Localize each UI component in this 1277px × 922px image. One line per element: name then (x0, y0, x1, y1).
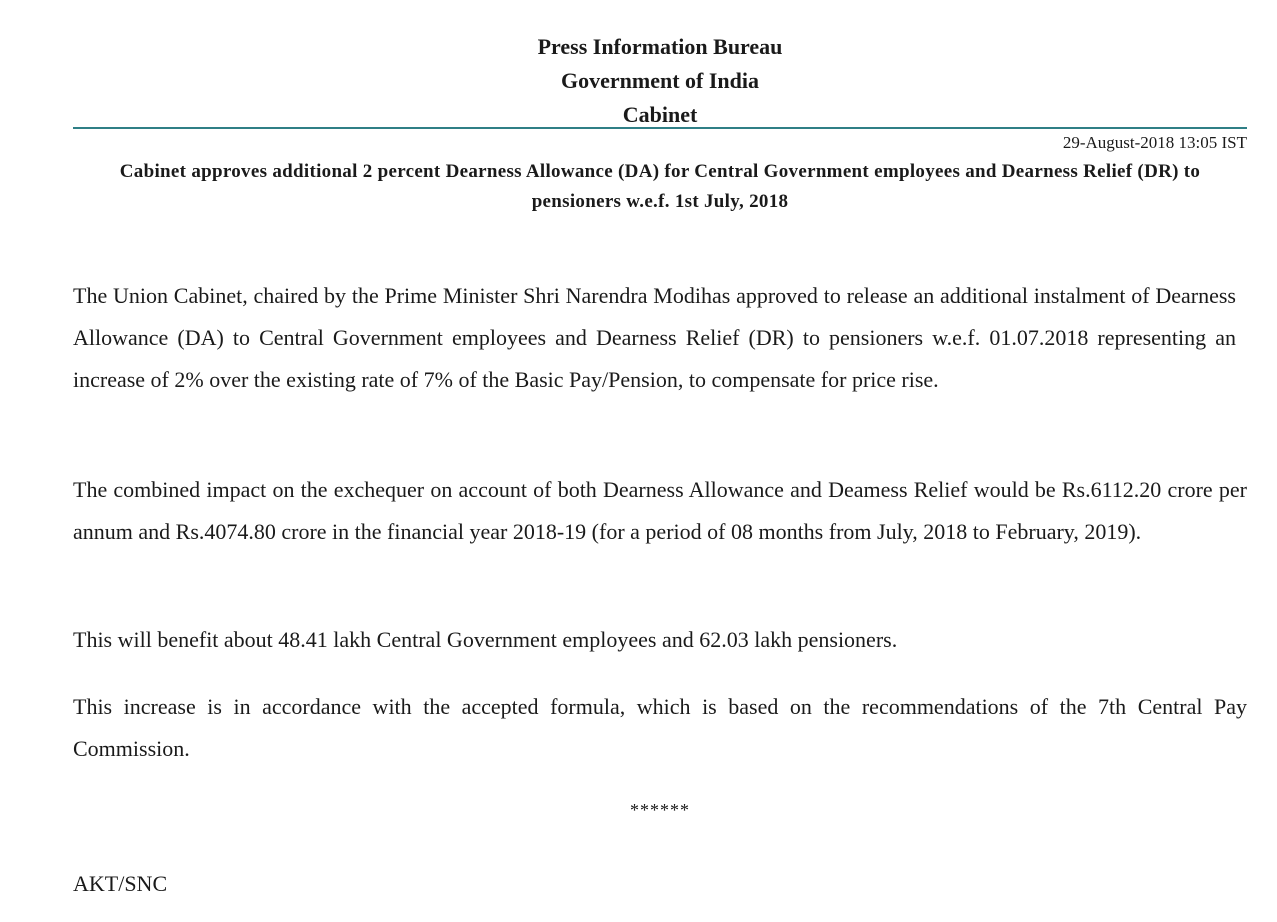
ministry-name: Cabinet (622, 102, 698, 127)
paragraph-exchequer-impact: The combined impact on the exchequer on account of both Dearness Allowance and Deamess Relief would be Rs.6112.20 crore per annum and Rs.4074.80 crore in the financial year 2018-19 (for a period of 08 months from July, 2018 to February, 2019). (73, 477, 1247, 544)
organization-name: Press Information Bureau (537, 34, 783, 59)
paragraph-formula: This increase is in accordance with the accepted formula, which is based on the recommendations of the 7th Central Pay Commission. (73, 694, 1247, 761)
paragraph-cabinet-approval: The Union Cabinet, chaired by the Prime Minister Shri Narendra Modihas approved to release an additional instalment of Dearness Allowance (DA) to Central Government employees and Dearness Relief (DR) to pensioners w.e.f. 01.07.2018 representing an increase of 2% over the existing rate of 7% of the Basic Pay/Pension, to compensate for price rise. (73, 283, 1236, 392)
signoff-initials: AKT/SNC (73, 871, 168, 896)
header-divider (73, 127, 1247, 129)
release-headline: Cabinet approves additional 2 percent Dearness Allowance (DA) for Central Government employees and Dearness Relief (DR) to pensioners w.e.f. 1st July, 2018 (119, 161, 1201, 212)
paragraph-beneficiaries: This will benefit about 48.41 lakh Central Government employees and 62.03 lakh pensioners. (73, 627, 898, 652)
press-release-page (73, 0, 1247, 922)
release-dateline: 29-August-2018 13:05 IST (1062, 133, 1247, 152)
section-separator: ****** (630, 800, 690, 820)
government-name: Government of India (561, 68, 759, 93)
masthead (73, 30, 1247, 132)
